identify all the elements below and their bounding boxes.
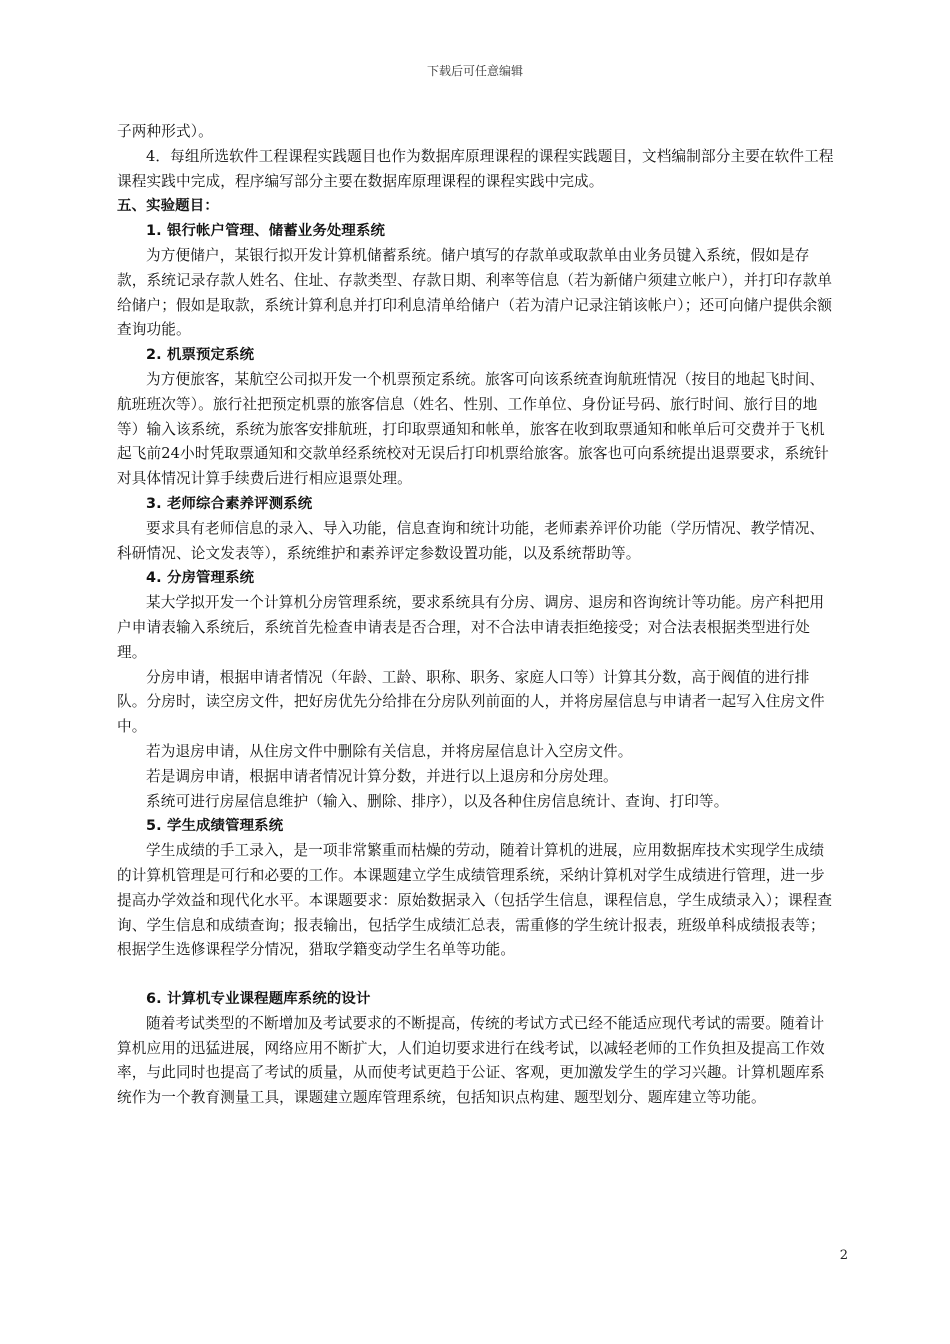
topic-5-title: 5. 学生成绩管理系统: [146, 818, 284, 835]
topic-4-paragraph-4: 若是调房申请，根据申请者情况计算分数，并进行以上退房和分房处理。: [146, 767, 618, 785]
topic-4-paragraph-1: 某大学拟开发一个计算机分房管理系统，要求系统具有分房、调房、退房和咨询统计等功能。房产科把用户申请表输入系统后，系统首先检查申请表是否合理，对不合法申请表拒绝接受；对合法表根据类型进行处理。: [117, 594, 825, 661]
topic-1-paragraph: 为方便储户，某银行拟开发计算机储蓄系统。储户填写的存款单或取款单由业务员键入系统，假如是存款，系统记录存款人姓名、住址、存款类型、存款日期、利率等信息（若为新储户须建立帐户），并打印存款单给储户；假如是取款，系统计算利息并打印利息清单给储户（若为清户记录注销该帐户）；还可向储户提供余额查询功能。: [117, 246, 833, 339]
topic-6-title: 6. 计算机专业课程题库系统的设计: [146, 991, 371, 1008]
topic-3-paragraph: 要求具有老师信息的录入、导入功能，信息查询和统计功能，老师素养评价功能（学历情况、教学情况、科研情况、论文发表等），系统维护和素养评定参数设置功能，以及系统帮助等。: [117, 519, 825, 562]
topic-4-paragraph-3: 若为退房申请，从住房文件中删除有关信息，并将房屋信息计入空房文件。: [146, 742, 633, 760]
page-header: 下载后可任意编辑: [426, 64, 523, 78]
section-title: 五、实验题目：: [117, 198, 219, 215]
spacer: [117, 963, 837, 987]
intro-item-4: 4．每组所选软件工程课程实践题目也作为数据库原理课程的课程实践题目，文档编制部分主要在软件工程课程实践中完成，程序编写部分主要在数据库原理课程的课程实践中完成。: [117, 147, 834, 190]
document-body: [117, 120, 837, 1111]
topic-1-title: 1. 银行帐户管理、储蓄业务处理系统: [146, 223, 386, 240]
topic-2-title: 2. 机票预定系统: [146, 347, 255, 364]
intro-continuation: 子两种形式）。: [117, 123, 213, 140]
topic-4-paragraph-5: 系统可进行房屋信息维护（输入、删除、排序），以及各种住房信息统计、查询、打印等。: [146, 792, 729, 810]
topic-4-title: 4. 分房管理系统: [146, 570, 255, 587]
topic-4-paragraph-2: 分房申请，根据申请者情况（年龄、工龄、职称、职务、家庭人口等）计算其分数，高于阀值的进行排队。分房时，读空房文件，把好房优先分给排在分房队列前面的人，并将房屋信息与申请者一起写入住房文件中。: [117, 668, 825, 736]
page-number: 2: [839, 1248, 848, 1263]
topic-2-paragraph: 为方便旅客，某航空公司拟开发一个机票预定系统。旅客可向该系统查询航班情况（按目的地起飞时间、航班班次等）。旅行社把预定机票的旅客信息（姓名、性别、工作单位、身份证号码、旅行时间、旅行目的地等）输入该系统，系统为旅客安排航班，打印取票通知和帐单，旅客在收到取票通知和帐单后可交费并于飞机起飞前24小时凭取票通知和交款单经系统校对无误后打印机票给旅客。旅客也可向系统提出退票要求，系统针对具体情况计算手续费后进行相应退票处理。: [117, 370, 829, 488]
topic-3-title: 3. 老师综合素养评测系统: [146, 495, 313, 512]
topic-5-paragraph: 学生成绩的手工录入，是一项非常繁重而枯燥的劳动，随着计算机的进展，应用数据库技术实现学生成绩的计算机管理是可行和必要的工作。本课题建立学生成绩管理系统，采纳计算机对学生成绩进行管理，进一步提高办学效益和现代化水平。本课题要求：原始数据录入（包括学生信息，课程信息，学生成绩录入）；课程查询、学生信息和成绩查询；报表输出，包括学生成绩汇总表，需重修的学生统计报表，班级单科成绩报表等；根据学生选修课程学分情况，猎取学籍变动学生名单等功能。: [117, 842, 833, 959]
topic-6-paragraph: 随着考试类型的不断增加及考试要求的不断提高，传统的考试方式已经不能适应现代考试的需要。随着计算机应用的迅猛进展，网络应用不断扩大，人们迫切要求进行在线考试，以减轻老师的工作负担及提高工作效率，与此同时也提高了考试的质量，从而使考试更趋于公证、客观，更加激发学生的学习兴趣。计算机题库系统作为一个教育测量工具，课题建立题库管理系统，包括知识点构建、题型划分、题库建立等功能。: [117, 1014, 825, 1107]
